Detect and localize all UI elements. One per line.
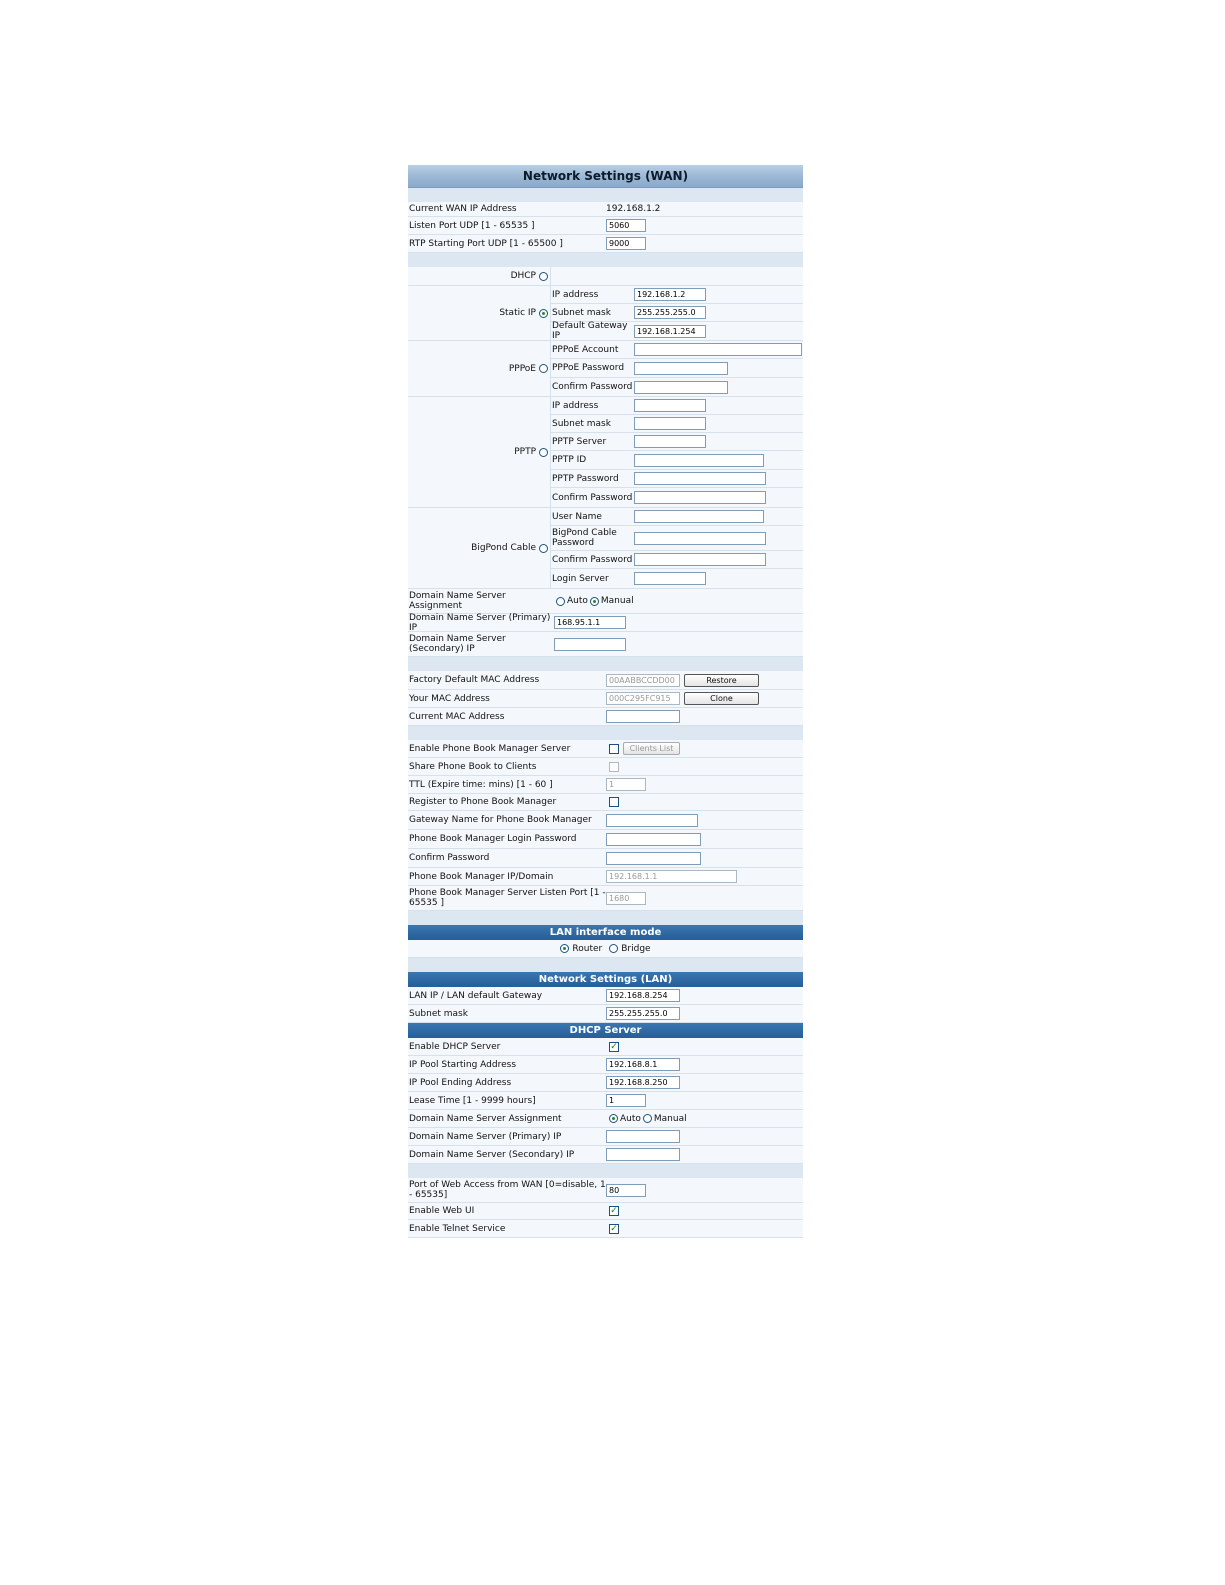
pb-share-checkbox[interactable] (609, 762, 619, 772)
your-mac-row (408, 690, 803, 708)
pb-gw-name-row (408, 811, 803, 830)
pppoe-confirm-input[interactable] (634, 381, 728, 394)
dns-primary-label: Domain Name Server (Primary) IP (409, 612, 551, 633)
pb-register-label: Register to Phone Book Manager (409, 797, 557, 807)
pb-listen-port-input[interactable]: 1680 (606, 892, 646, 905)
static-gw-label: Default Gateway IP (552, 321, 628, 341)
bridge-label: Bridge (621, 943, 651, 954)
pptp-server-input[interactable] (634, 435, 706, 448)
dhcp-dns-primary-input[interactable] (606, 1130, 680, 1143)
dhcp-start-label: IP Pool Starting Address (409, 1059, 517, 1070)
dhcp-dns-manual-radio[interactable] (643, 1114, 652, 1123)
pptp-radio[interactable] (539, 448, 548, 457)
pppoe-password-label: PPPoE Password (552, 363, 625, 373)
bp-confirm-label: Confirm Password (552, 554, 633, 565)
web-port-row (408, 1178, 803, 1203)
dhcp-title: DHCP Server (408, 1023, 803, 1038)
lan-mode-title: LAN interface mode (408, 925, 803, 940)
pb-listen-port-label: Phone Book Manager Server Listen Port [1 - 65535 ] (409, 888, 606, 908)
dhcp-enable-row (408, 1038, 803, 1056)
dns-secondary-row (408, 632, 803, 657)
web-port-label: Port of Web Access from WAN [0=disable, 1 - 65535] (409, 1180, 606, 1200)
pb-enable-checkbox[interactable] (609, 744, 619, 754)
bp-login-label: Login Server (552, 573, 609, 584)
conn-bigpond (408, 508, 803, 589)
bigpond-label: BigPond Cable (471, 543, 536, 553)
pb-gw-name-input[interactable] (606, 814, 698, 827)
pb-register-checkbox[interactable] (609, 797, 619, 807)
conn-pppoe (408, 341, 803, 397)
pb-login-pw-input[interactable] (606, 833, 701, 846)
restore-button[interactable]: Restore (684, 674, 759, 687)
spacer (408, 188, 803, 202)
static-mask-input[interactable]: 255.255.255.0 (634, 306, 706, 319)
factory-mac-row (408, 671, 803, 690)
dhcp-start-input[interactable]: 192.168.8.1 (606, 1058, 680, 1071)
current-mac-label: Current MAC Address (409, 711, 505, 722)
clone-button[interactable]: Clone (684, 692, 759, 705)
pptp-password-label: PPTP Password (552, 473, 619, 484)
pb-listen-port-row (408, 886, 803, 911)
settings-panel (408, 165, 803, 1238)
dns-assign-row (408, 589, 803, 614)
rtp-port-row (408, 235, 803, 253)
pptp-id-input[interactable] (634, 454, 764, 467)
dhcp-lease-input[interactable]: 1 (606, 1094, 646, 1107)
web-ui-label: Enable Web UI (409, 1206, 475, 1216)
dhcp-dns-manual-label: Manual (653, 1113, 687, 1124)
dhcp-start-row (408, 1056, 803, 1074)
rtp-port-input[interactable]: 9000 (606, 237, 646, 250)
pb-login-pw-label: Phone Book Manager Login Password (409, 834, 577, 844)
pb-register-row (408, 794, 803, 811)
current-wan-ip-label: Current WAN IP Address (409, 204, 517, 214)
pptp-ip-label: IP address (552, 400, 599, 411)
dhcp-enable-label: Enable DHCP Server (409, 1041, 501, 1052)
dhcp-end-row (408, 1074, 803, 1092)
pb-confirm-label: Confirm Password (409, 853, 490, 863)
bp-password-label: BigPond Cable Password (552, 528, 617, 548)
spacer (408, 657, 803, 671)
pb-gw-name-label: Gateway Name for Phone Book Manager (409, 815, 592, 825)
pb-ip-domain-input[interactable]: 192.168.1.1 (606, 870, 737, 883)
bigpond-radio[interactable] (539, 544, 548, 553)
pppoe-account-label: PPPoE Account (552, 344, 619, 355)
dhcp-label: DHCP (510, 271, 536, 281)
spacer (408, 1164, 803, 1178)
static-ip-label: IP address (552, 289, 599, 300)
dhcp-radio[interactable] (539, 272, 548, 281)
pb-enable-row (408, 740, 803, 758)
spacer (408, 958, 803, 972)
router-radio[interactable] (560, 944, 569, 953)
lan-gw-label: LAN IP / LAN default Gateway (409, 990, 543, 1001)
current-mac-row (408, 708, 803, 726)
pb-enable-label: Enable Phone Book Manager Server (409, 743, 571, 754)
pptp-mask-label: Subnet mask (552, 418, 611, 429)
listen-port-input[interactable]: 5060 (606, 219, 646, 232)
spacer (408, 911, 803, 925)
pptp-confirm-input[interactable] (634, 491, 766, 504)
dhcp-end-input[interactable]: 192.168.8.250 (606, 1076, 680, 1089)
dns-manual-label: Manual (600, 596, 634, 606)
dns-manual-radio[interactable] (590, 597, 599, 606)
static-gw-input[interactable]: 192.168.1.254 (634, 325, 706, 338)
dhcp-dns-secondary-row (408, 1146, 803, 1164)
web-ui-checkbox[interactable]: ✓ (610, 1206, 618, 1216)
web-port-input[interactable]: 80 (606, 1184, 646, 1197)
your-mac-label: Your MAC Address (409, 693, 490, 704)
pb-ttl-row (408, 776, 803, 794)
bp-login-input[interactable] (634, 572, 706, 585)
dns-secondary-label: Domain Name Server (Secondary) IP (409, 634, 506, 654)
factory-mac-label: Factory Default MAC Address (409, 675, 540, 685)
pptp-label: PPTP (514, 447, 536, 457)
current-mac-input[interactable] (606, 710, 680, 723)
conn-static (408, 286, 803, 341)
dns-auto-radio[interactable] (556, 597, 565, 606)
pptp-ip-input[interactable] (634, 399, 706, 412)
factory-mac-input: 00AABBCCDD00 (606, 674, 680, 687)
pppoe-label: PPPoE (508, 363, 536, 374)
dhcp-dns-secondary-input[interactable] (606, 1148, 680, 1161)
pb-share-row (408, 758, 803, 776)
your-mac-input: 000C295FC915 (606, 692, 680, 705)
pb-login-pw-row (408, 830, 803, 849)
lan-mask-input[interactable]: 255.255.255.0 (606, 1007, 680, 1020)
pptp-mask-input[interactable] (634, 417, 706, 430)
pppoe-password-input[interactable] (634, 362, 728, 375)
conn-dhcp (408, 267, 803, 286)
spacer (408, 253, 803, 267)
lan-title: Network Settings (LAN) (408, 972, 803, 987)
dhcp-dns-auto-radio[interactable] (609, 1114, 618, 1123)
web-ui-row (408, 1203, 803, 1220)
current-wan-ip-value: 192.168.1.2 (606, 204, 661, 214)
rtp-port-label: RTP Starting Port UDP [1 - 65500 ] (409, 238, 563, 249)
router-label: Router (572, 943, 603, 954)
dhcp-dns-primary-label: Domain Name Server (Primary) IP (409, 1131, 562, 1142)
pptp-confirm-label: Confirm Password (552, 492, 633, 503)
current-wan-ip-row (408, 202, 803, 217)
pppoe-confirm-label: Confirm Password (552, 382, 633, 392)
pppoe-account-input[interactable] (634, 343, 802, 356)
listen-port-row (408, 217, 803, 235)
dhcp-dns-secondary-label: Domain Name Server (Secondary) IP (409, 1149, 575, 1160)
dhcp-end-label: IP Pool Ending Address (409, 1077, 512, 1088)
pb-confirm-input[interactable] (606, 852, 701, 865)
pptp-server-label: PPTP Server (552, 436, 607, 447)
clients-list-button[interactable]: Clients List (623, 742, 680, 755)
lan-gw-input[interactable]: 192.168.8.254 (606, 989, 680, 1002)
lan-mask-row (408, 1005, 803, 1023)
lan-mask-label: Subnet mask (409, 1008, 468, 1019)
telnet-row (408, 1220, 803, 1238)
pb-share-label: Share Phone Book to Clients (409, 761, 537, 772)
pptp-password-input[interactable] (634, 472, 766, 485)
pppoe-radio[interactable] (539, 364, 548, 373)
dns-auto-label: Auto (567, 596, 588, 606)
dns-secondary-input[interactable] (554, 638, 626, 651)
dns-primary-row (408, 614, 803, 632)
dhcp-dns-assign-row (408, 1110, 803, 1128)
pb-confirm-row (408, 849, 803, 868)
bridge-radio[interactable] (609, 944, 618, 953)
spacer (408, 726, 803, 740)
bp-confirm-input[interactable] (634, 553, 766, 566)
lan-mode-row (408, 940, 803, 958)
dhcp-dns-primary-row (408, 1128, 803, 1146)
static-mask-label: Subnet mask (552, 307, 611, 318)
lan-gw-row (408, 987, 803, 1005)
telnet-label: Enable Telnet Service (409, 1223, 506, 1234)
dns-assign-label: Domain Name Server Assignment (409, 591, 506, 611)
dhcp-dns-assign-label: Domain Name Server Assignment (409, 1113, 562, 1124)
bp-user-input[interactable] (634, 510, 764, 523)
dhcp-enable-checkbox[interactable]: ✓ (610, 1041, 618, 1052)
bp-user-label: User Name (552, 511, 602, 522)
wan-title: Network Settings (WAN) (408, 165, 803, 188)
dns-primary-input[interactable]: 168.95.1.1 (554, 616, 626, 629)
pb-ttl-input[interactable]: 1 (606, 778, 646, 791)
pptp-id-label: PPTP ID (552, 455, 587, 465)
listen-port-label: Listen Port UDP [1 - 65535 ] (409, 220, 535, 231)
static-label: Static IP (499, 308, 536, 318)
static-ip-input[interactable]: 192.168.1.2 (634, 288, 706, 301)
pb-ttl-label: TTL (Expire time: mins) [1 - 60 ] (409, 779, 553, 790)
pb-ip-domain-label: Phone Book Manager IP/Domain (409, 871, 554, 882)
dhcp-lease-label: Lease Time [1 - 9999 hours] (409, 1095, 536, 1106)
bp-password-input[interactable] (634, 532, 766, 545)
static-radio[interactable] (539, 309, 548, 318)
telnet-checkbox[interactable]: ✓ (610, 1223, 618, 1234)
dhcp-dns-auto-label: Auto (620, 1113, 641, 1124)
pb-ip-domain-row (408, 868, 803, 886)
conn-pptp (408, 397, 803, 508)
dhcp-lease-row (408, 1092, 803, 1110)
